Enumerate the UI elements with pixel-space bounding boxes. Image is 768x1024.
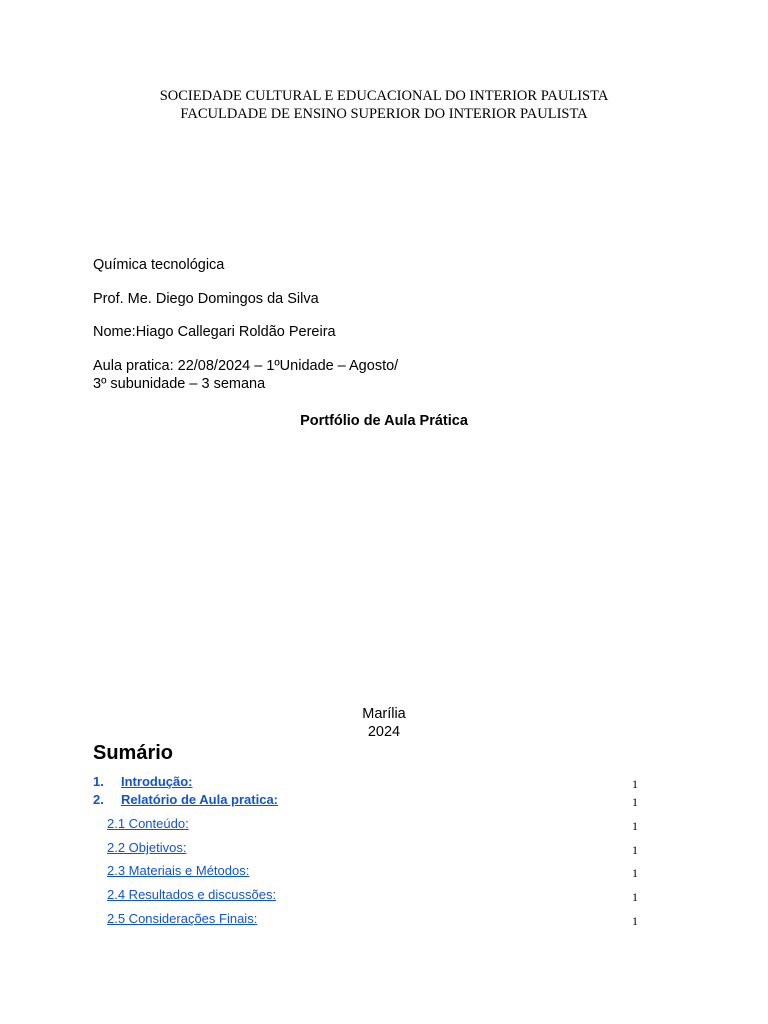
class-week-line: 3º subunidade – 3 semana [93,376,266,392]
toc-link-materiais[interactable]: 2.3 Materiais e Métodos: [107,863,250,878]
sumario-title: Sumário [93,742,174,764]
toc-page-number: 1 [632,914,638,928]
toc-link-relatorio[interactable] [93,791,278,809]
institution-header [0,87,768,123]
toc-link-conteudo[interactable]: 2.1 Conteúdo: [107,816,189,831]
toc-item-consideracoes [0,910,768,928]
class-details [93,357,398,393]
toc-item-introducao [0,773,768,791]
institution-society: SOCIEDADE CULTURAL E EDUCACIONAL DO INTERIOR PAULISTA [159,88,609,104]
toc-item-conteudo [0,815,768,833]
subject-name: Química tecnológica [93,257,225,273]
toc-number: 2. [93,792,104,807]
class-date-line: Aula pratica: 22/08/2024 – 1ºUnidade – Agosto/ [93,358,399,374]
city-year [0,705,768,741]
toc-link-introducao[interactable] [93,773,193,791]
institution-faculty: FACULDADE DE ENSINO SUPERIOR DO INTERIOR PAULISTA [180,106,588,122]
toc-page-number: 1 [632,890,638,904]
toc-page-number: 1 [632,777,638,791]
toc-item-relatorio [0,791,768,809]
toc-item-resultados [0,886,768,904]
professor-name: Prof. Me. Diego Domingos da Silva [93,291,319,307]
year: 2024 [367,724,401,740]
toc-page-number: 1 [632,819,638,833]
toc-item-objetivos [0,839,768,857]
toc-link-resultados[interactable]: 2.4 Resultados e discussões: [107,887,277,902]
toc-label: Introdução: [121,774,193,789]
toc-link-consideracoes[interactable]: 2.5 Considerações Finais: [107,911,258,926]
toc-page-number: 1 [632,843,638,857]
toc-number: 1. [93,774,104,789]
student-name: Nome:Hiago Callegari Roldão Pereira [93,324,336,340]
portfolio-title: Portfólio de Aula Prática [300,413,468,429]
city-name: Marília [362,706,406,722]
toc-label: Relatório de Aula pratica: [121,792,278,807]
toc-page-number: 1 [632,795,638,809]
toc-page-number: 1 [632,866,638,880]
toc-item-materiais [0,862,768,880]
toc-link-objetivos[interactable]: 2.2 Objetivos: [107,840,187,855]
